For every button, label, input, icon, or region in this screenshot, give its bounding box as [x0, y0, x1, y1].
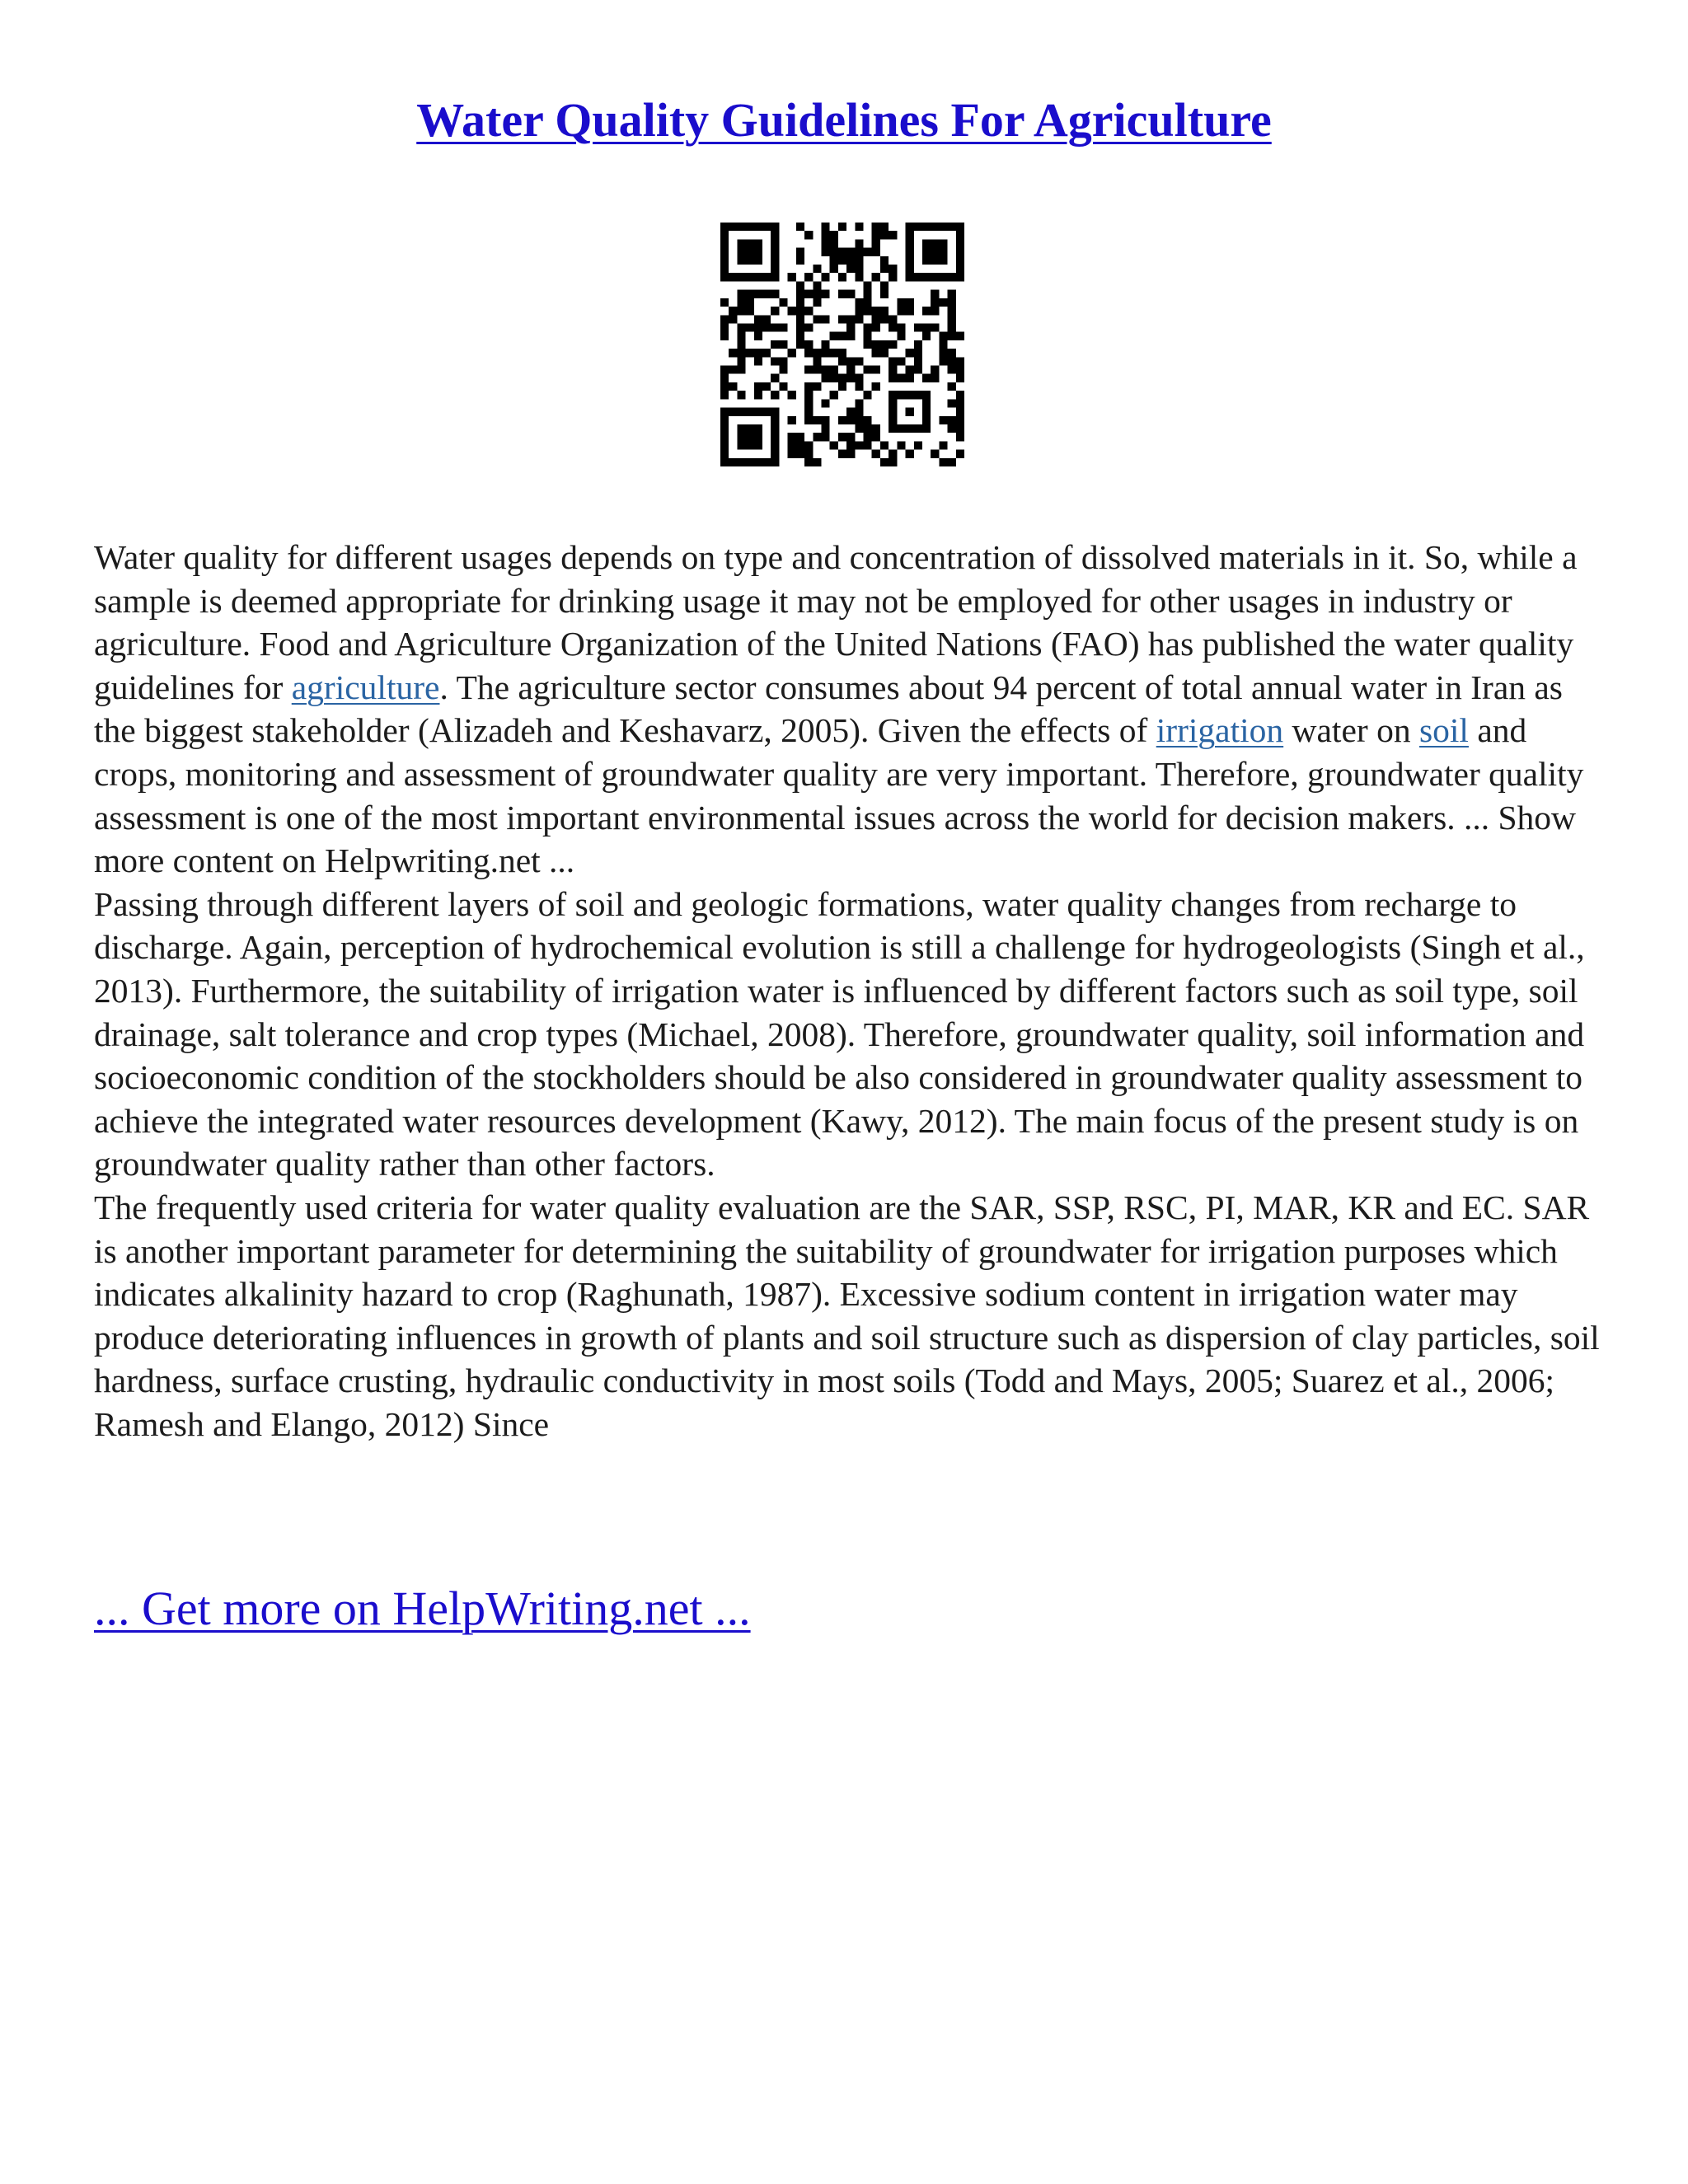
article-body	[94, 536, 1606, 1446]
get-more-container	[94, 1579, 751, 1638]
paragraph-3: The frequently used criteria for water quality evaluation are the SAR, SSP, RSC, PI, MAR, KR and EC. SAR is another important parameter for determining the suitability of groundwater for irrigation purposes which indicates alkalinity hazard to crop (Raghunath, 1987). Excessive sodium content in irrigation water may produce deteriorating influences in growth of plants and soil structure such as dispersion of clay particles, soil hardness, surface crusting, hydraulic conductivity in most soils (Todd and Mays, 2005; Suarez et al., 2006; Ramesh and Elango, 2012) Since	[94, 1188, 1600, 1443]
page-title	[0, 89, 1688, 152]
paragraph-1	[94, 536, 1606, 883]
paragraph-2: Passing through different layers of soil and geologic formations, water quality changes from recharge to discharge. Again, perception of hydrochemical evolution is still a challenge for hydrogeologists (Singh et al., 2013). Furthermore, the suitability of irrigation water is influenced by different factors such as soil type, soil drainage, salt tolerance and crop types (Michael, 2008). Therefore, groundwater quality, soil information and socioeconomic condition of the stockholders should be also considered in groundwater quality assessment to achieve the integrated water resources development (Kawy, 2012). The main focus of the present study is on groundwater quality rather than other factors.	[94, 884, 1585, 1183]
qr-code-icon	[720, 223, 964, 466]
paragraph-1-text-c: water on	[1283, 711, 1419, 750]
agriculture-link[interactable]: agriculture	[291, 668, 440, 706]
get-more-link[interactable]: ... Get more on HelpWriting.net ...	[94, 1582, 751, 1635]
paragraph-1-text-b: . The agriculture sector consumes about 94 percent of total annual water in Iran as the biggest stakeholder (Alizadeh and Keshavarz, 2005). Given the effects of	[94, 668, 1563, 750]
paragraph-1-text-a: Water quality for different usages depends on type and concentration of dissolved materials in it. So, while a sample is deemed appropriate for drinking usage it may not be employed for other usages in industry or agriculture. Food and Agriculture Organization of the United Nations (FAO) has published the water quality guidelines for	[94, 538, 1578, 706]
title-link[interactable]: Water Quality Guidelines For Agriculture	[416, 93, 1272, 147]
soil-link[interactable]: soil	[1418, 711, 1469, 750]
paragraph-1-text-d: and crops, monitoring and assessment of groundwater quality are very important. Therefore, groundwater quality assessment is one of the most important environmental issues across the world for decision makers. ... Show more content on Helpwriting.net ...	[94, 711, 1584, 880]
irrigation-link[interactable]: irrigation	[1156, 711, 1284, 750]
